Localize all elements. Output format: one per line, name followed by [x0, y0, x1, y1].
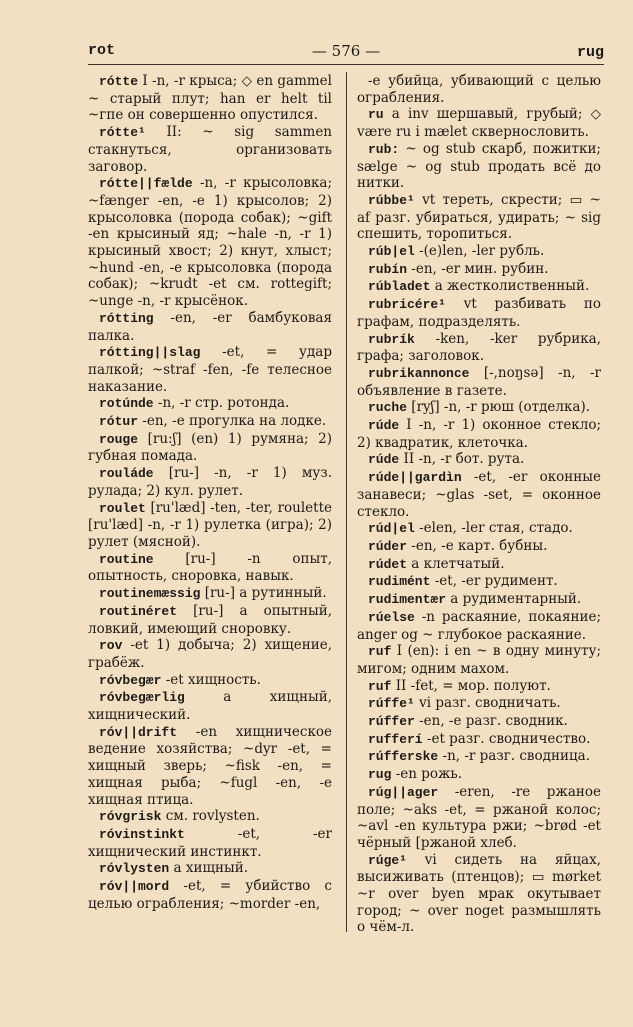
- entry-headword: rótting||slag: [99, 345, 201, 361]
- entry-definition: a рудиментарный.: [446, 591, 582, 608]
- entry-headword: rov: [99, 638, 123, 654]
- column-divider: [346, 72, 347, 932]
- entry-headword: rúge¹: [368, 852, 408, 868]
- dictionary-entry: [88, 878, 332, 912]
- entry-definition: a хищный.: [169, 860, 249, 877]
- entry-definition: -et, = убийство с целью ограбления; ~morder -en,: [88, 878, 332, 912]
- entry-definition: [-,noŋsə] -n, -r объявление в газете.: [357, 364, 601, 399]
- dictionary-entry: [88, 310, 332, 344]
- dictionary-entry: [88, 860, 332, 878]
- dictionary-entry: [357, 331, 601, 365]
- entry-headword: róvbegærlig: [99, 690, 185, 706]
- header-rule: [88, 64, 604, 65]
- entry-definition: a хищный, хищнический.: [88, 689, 332, 724]
- entry-definition: -(e)len, -ler рубль.: [414, 243, 545, 260]
- dictionary-entry: [357, 520, 601, 538]
- entry-headword: rótur: [99, 414, 139, 430]
- entry-headword: ru: [368, 107, 384, 123]
- entry-definition: -n раскаяние, покаяние; anger og ~ глубокое раскаяние.: [357, 608, 601, 643]
- entry-definition: -en, -e прогулка на лодке.: [138, 413, 327, 430]
- dictionary-entry: [88, 413, 332, 431]
- entry-definition: a жестколиственный.: [430, 278, 590, 295]
- entry-headword: rúb|el: [368, 244, 415, 260]
- dictionary-entry: [88, 175, 332, 310]
- dictionary-entry: [357, 609, 601, 643]
- entry-headword: rudimentær: [368, 592, 447, 608]
- entry-definition: II -fet, = мор. полуют.: [391, 677, 551, 694]
- dictionary-entry: [357, 296, 601, 330]
- entry-headword: rúde||gardìn: [368, 470, 462, 486]
- dictionary-entry: [357, 573, 601, 591]
- dictionary-entry: [357, 469, 601, 520]
- dictionary-entry: [357, 643, 601, 677]
- entry-headword: rúd|el: [368, 521, 415, 537]
- dictionary-entry: [88, 431, 332, 465]
- dictionary-entry: [357, 731, 601, 749]
- dictionary-entry: [357, 713, 601, 731]
- entry-headword: rúde: [368, 418, 400, 434]
- entry-headword: róv||mord: [99, 879, 170, 895]
- entry-headword: rúg||ager: [368, 784, 439, 800]
- dictionary-entry: [357, 695, 601, 713]
- dictionary-entry: [357, 261, 601, 279]
- left-column: [88, 73, 332, 912]
- entry-definition: ~ og stub скарб, пожитки; sælge ~ og stub продать всё до нитки.: [357, 140, 601, 192]
- entry-definition: a inv шершавый, грубый; ◇ være ru i mælet сквернословить.: [357, 106, 601, 141]
- dictionary-entry: [88, 465, 332, 499]
- entry-definition: vi разг. сводничать.: [414, 695, 561, 712]
- entry-definition: -en, -er мин. рубин.: [407, 260, 549, 277]
- entry-headword: rúelse: [368, 609, 415, 625]
- dictionary-entry: [357, 399, 601, 417]
- entry-definition: -en, -e карт. бубны.: [407, 537, 548, 554]
- dictionary-entry: [357, 243, 601, 261]
- entry-definition: [ru:ʃ] (en) 1) румяна; 2) губная помада.: [88, 430, 332, 465]
- entry-definition: -et, -er рудимент.: [430, 573, 558, 590]
- entry-headword: rubrikannonce: [368, 365, 470, 381]
- entry-definition: см. rovlysten.: [161, 808, 260, 825]
- dictionary-entry: [357, 784, 601, 852]
- entry-headword: rug: [368, 767, 392, 783]
- entry-definition: vt тереть, скрести; ▭ ~ af разг. убираться, удирать; ~ sig спешить, торопиться.: [357, 191, 601, 243]
- entry-headword: rúffe¹: [368, 696, 415, 712]
- dictionary-entry: [357, 73, 601, 106]
- dictionary-entry: [357, 852, 601, 937]
- entry-definition: I -n, -r 1) оконное стекло; 2) квадратик, клеточка.: [357, 417, 601, 451]
- entry-headword: róvgrisk: [99, 809, 162, 825]
- entry-headword: róvlysten: [99, 861, 170, 877]
- entry-headword: rúbbe¹: [368, 192, 415, 208]
- entry-headword: rúde: [368, 452, 400, 468]
- dictionary-entry: [357, 678, 601, 696]
- dictionary-entry: [357, 766, 601, 784]
- entry-definition: [ru-] -n опыт, опытность, сноровка, навык.: [88, 550, 332, 585]
- entry-definition: [ru'læd] -ten, -ter, roulette [ru'læd] -n, -r 1) рулетка (игра); 2) рулет (мясной).: [88, 499, 332, 550]
- entry-headword: róvbegær: [99, 672, 162, 688]
- dictionary-entry: [88, 500, 332, 551]
- entry-definition: -en, -er бамбуковая палка.: [88, 309, 332, 344]
- entry-definition: [ryʃ] -n, -r рюш (отделка).: [407, 399, 591, 416]
- dictionary-entry: [88, 724, 332, 809]
- dictionary-entry: [88, 551, 332, 585]
- entry-definition: a клетчатый.: [407, 555, 505, 572]
- entry-definition: -et 1) добыча; 2) хищение, грабёж.: [88, 637, 332, 671]
- entry-definition: II -n, -r бот. рута.: [399, 451, 525, 468]
- entry-headword: rubín: [368, 261, 408, 277]
- entry-definition: vi сидеть на яйцах, высиживать (птенцов); ▭ mørket ~r over byen мрак окутывает город; ~ over noget размышлять о чём-л.: [357, 851, 601, 936]
- entry-headword: ruf: [368, 644, 392, 660]
- entry-definition: -et, -er оконные занавеси; ~glas -set, = оконное стекло.: [357, 469, 601, 520]
- entry-definition: -en рожь.: [391, 766, 463, 783]
- entry-headword: rótte¹: [99, 125, 146, 141]
- entry-definition: [ru-] a опытный, ловкий, имеющий сноровку.: [88, 602, 332, 637]
- page-header: [88, 40, 604, 62]
- dictionary-entry: [88, 808, 332, 826]
- entry-definition: II: ~ sig sammen стакнуться, организовать заговор.: [88, 124, 332, 175]
- entry-definition: -n, -r разг. сводница.: [438, 748, 590, 765]
- entry-definition: I (en): i en ~ в одну минуту; мигом; одним махом.: [357, 643, 601, 677]
- dictionary-entry: [88, 124, 332, 175]
- entry-definition: -en, -e разг. сводник.: [414, 713, 568, 730]
- entry-headword: ruche: [368, 400, 408, 416]
- entry-headword: roulet: [99, 500, 146, 516]
- dictionary-entry: [88, 826, 332, 860]
- dictionary-entry: [88, 637, 332, 671]
- page-number: — 576 —: [311, 42, 381, 60]
- entry-headword: rúdet: [368, 556, 408, 572]
- entry-headword: róv||drift: [99, 724, 178, 740]
- header-last-word: rug: [576, 44, 604, 61]
- entry-definition: I -n, -r крыса; ◇ en gammel ~ старый плут; han er helt til ~гпе он совершенно опустился.: [88, 73, 332, 124]
- entry-headword: rubricére¹: [368, 297, 447, 313]
- entry-headword: rúbladet: [368, 279, 431, 295]
- entry-headword: róvinstinkt: [99, 826, 185, 842]
- entry-definition: -et, = удар палкой; ~straf -fen, -fe телесное наказание.: [88, 344, 332, 395]
- dictionary-entry: [88, 395, 332, 413]
- entry-headword: rudimént: [368, 574, 431, 590]
- entry-headword: rótte: [99, 74, 139, 89]
- entry-definition: -et хищность.: [161, 671, 261, 688]
- entry-definition: -eren, -re ржаное поле; ~aks -et, = ржаной колос; ~avl -en культура ржи; ~brød -et чёрный [ржаной хлеб.: [357, 783, 601, 851]
- dictionary-entry: [357, 451, 601, 469]
- dictionary-entry: [88, 603, 332, 637]
- dictionary-entry: [88, 344, 332, 395]
- entry-headword: routine: [99, 551, 154, 567]
- entry-headword: rótte||fælde: [99, 176, 193, 192]
- entry-definition: -et, -er хищнический инстинкт.: [88, 825, 332, 860]
- dictionary-entry: [88, 672, 332, 690]
- dictionary-entry: [357, 278, 601, 296]
- entry-headword: routinemæssig: [99, 586, 201, 602]
- entry-headword: rúder: [368, 538, 408, 554]
- dictionary-entry: [357, 141, 601, 192]
- entry-definition: vt разбивать по графам, подразделять.: [357, 296, 601, 330]
- entry-headword: rótting: [99, 310, 154, 326]
- entry-definition: [ru-] a рутинный.: [200, 585, 327, 602]
- entry-headword: rouge: [99, 431, 139, 447]
- header-first-word: rot: [88, 42, 116, 59]
- entry-definition: -et разг. сводничество.: [422, 730, 591, 747]
- entry-headword: rúfferske: [368, 749, 439, 765]
- dictionary-entry: [88, 73, 332, 124]
- entry-definition: -n, -r стр. ротонда.: [153, 395, 290, 412]
- dictionary-entry: [88, 689, 332, 723]
- dictionary-entry: [357, 192, 601, 243]
- entry-definition: -elen, -ler стая, стадо.: [414, 520, 573, 537]
- entry-headword: rouláde: [99, 466, 154, 482]
- entry-definition: -n, -r крысоловка; ~fænger -en, -e 1) крысолов; 2) крысоловка (порода собак); ~gift -en крысиный яд; ~hale -n, -r 1) крысиный хвост; 2) кнут, хлыст; ~hund -en, -e крысоловка (порода собак); ~krudt -et см. rottegift; ~unge -n, -r крысёнок.: [88, 175, 332, 310]
- dictionary-entry: [357, 417, 601, 451]
- dictionary-entry: [357, 591, 601, 609]
- entry-definition: [ru-] -n, -r 1) муз. рулада; 2) кул. рулет.: [88, 465, 332, 499]
- dictionary-entry: [357, 748, 601, 766]
- dictionary-entry: [357, 556, 601, 574]
- dictionary-entry: [357, 538, 601, 556]
- entry-headword: rúffer: [368, 714, 415, 730]
- entry-headword: ruf: [368, 678, 392, 694]
- entry-definition: -e убийца, убивающий с целью ограбления.: [357, 73, 601, 106]
- entry-headword: rufferí: [368, 731, 423, 747]
- right-column: [357, 73, 601, 936]
- dictionary-entry: [357, 106, 601, 140]
- dictionary-entry: [88, 585, 332, 603]
- entry-definition: -en хищническое ведение хозяйства; ~dyr -et, = хищный зверь; ~fisk -en, = хищная рыба; ~fugl -en, -e хищная птица.: [88, 723, 332, 808]
- entry-headword: routinéret: [99, 603, 178, 619]
- dictionary-entry: [357, 365, 601, 399]
- entry-headword: rubrík: [368, 331, 415, 347]
- entry-headword: rotúnde: [99, 396, 154, 412]
- entry-headword: rub:: [368, 141, 400, 157]
- entry-definition: -ken, -ker рубрика, графа; заголовок.: [357, 330, 601, 365]
